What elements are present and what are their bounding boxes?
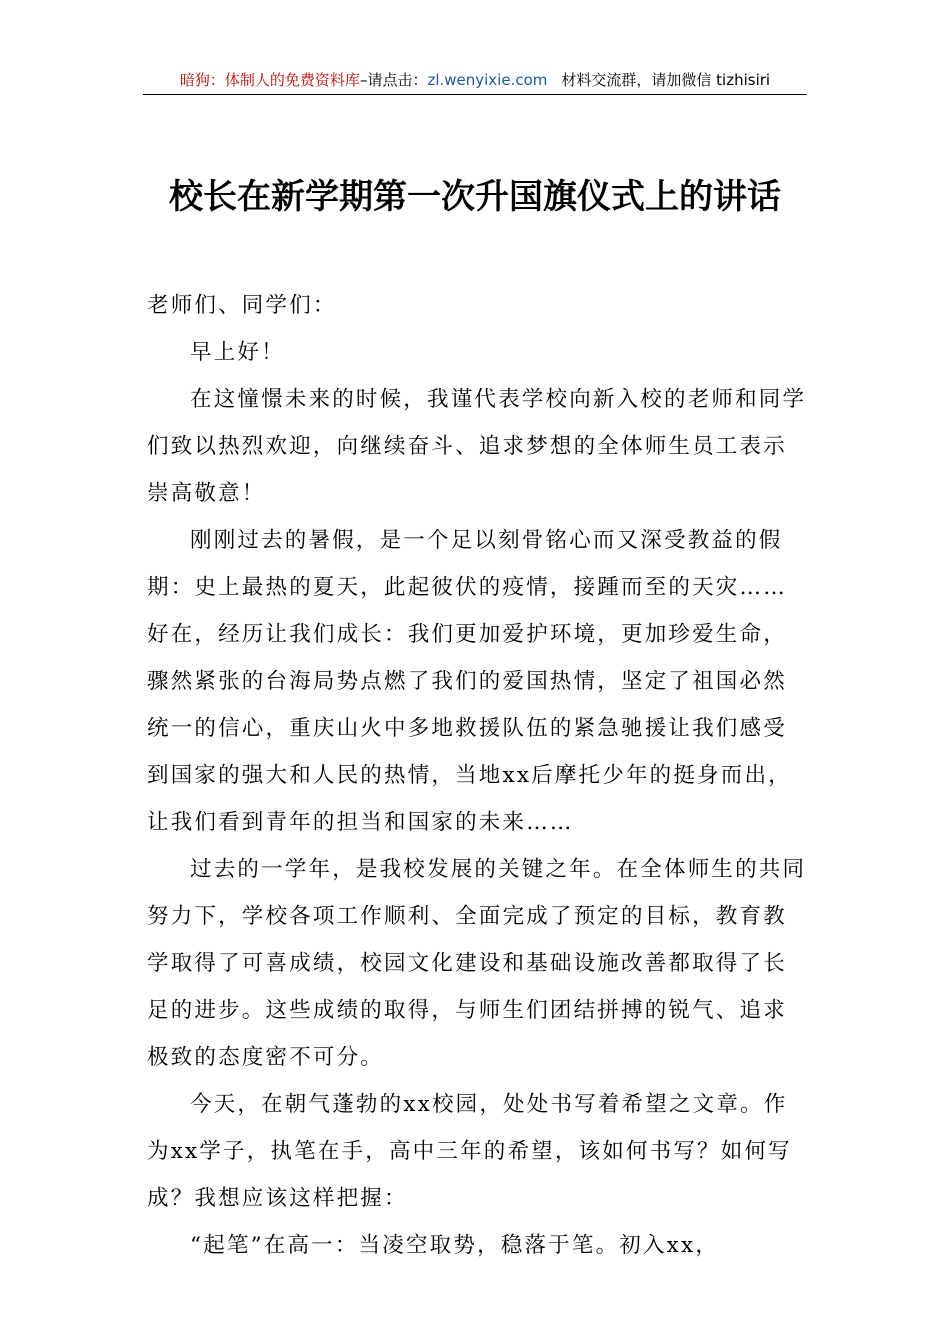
paragraph-welcome: 在这憧憬未来的时候，我谨代表学校向新入校的老师和同学们致以热烈欢迎，向继续奋斗、追求梦想的全体师生员工表示崇高敬意！ — [147, 387, 807, 506]
header-brand: 暗狗：体制人的免费资料库 — [179, 71, 360, 89]
paragraph-greeting: 早上好！ — [190, 340, 285, 365]
paragraph-today: 今天，在朝气蓬勃的xx校园，处处书写着希望之文章。作为xx学子，执笔在手，高中三年的希望，该如何书写？如何写成？我想应该这样把握： — [147, 1092, 792, 1211]
document-title: 校长在新学期第一次升国旗仪式上的讲话 — [169, 177, 781, 217]
header-wechat-note: 材料交流群，请加微信 tizhisiri — [561, 71, 771, 89]
document-body — [147, 282, 809, 1269]
paragraph-first-year: “起笔”在高一：当凌空取势，稳落于笔。初入xx， — [190, 1233, 720, 1258]
page-header — [143, 70, 807, 95]
paragraph-past-year: 过去的一学年，是我校发展的关键之年。在全体师生的共同努力下，学校各项工作顺利、全面完成了预定的目标，教育教学取得了可喜成绩，校园文化建设和基础设施改善都取得了长足的进步。这些成绩的取得，与师生们团结拼搏的锐气、追求极致的态度密不可分。 — [147, 857, 807, 1070]
salutation: 老师们、同学们： — [147, 293, 337, 318]
paragraph-summer: 刚刚过去的暑假，是一个足以刻骨铭心而又深受教益的假期：史上最热的夏天，此起彼伏的疫情，接踵而至的天灾……好在，经历让我们成长：我们更加爱护环境，更加珍爱生命，骤然紧张的台海局势点燃了我们的爱国热情，坚定了祖国必然统一的信心，重庆山火中多地救援队伍的紧急驰援让我们感受到国家的强大和人民的热情，当地xx后摩托少年的挺身而出，让我们看到青年的担当和国家的未来…… — [147, 528, 792, 835]
header-click-prompt: –请点击： — [359, 71, 428, 89]
header-url-link[interactable]: zl.wenyixie.com — [427, 71, 548, 89]
